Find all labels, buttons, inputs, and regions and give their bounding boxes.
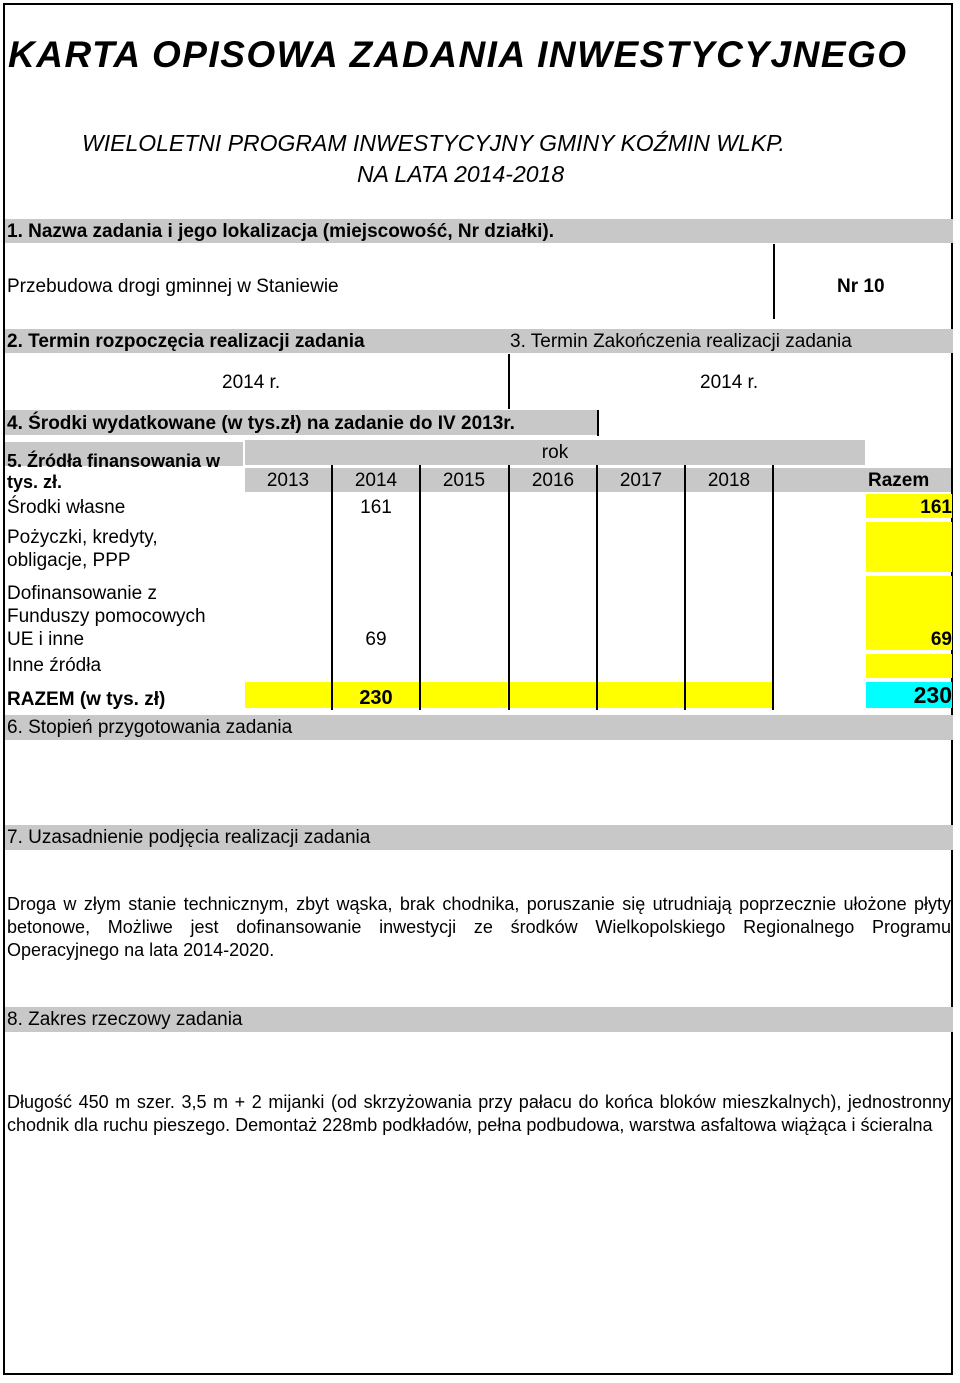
end-date: 2014 r. [700,372,759,393]
page-title: KARTA OPISOWA ZADANIA INWESTYCYJNEGO [8,34,908,75]
scope-text: Długość 450 m szer. 3,5 m + 2 mijanki (od skrzyżowania przy pałacu do końca bloków mieszkalnych), jednostronny chodnik dla ruchu pieszego. Demontaż 228mb podkładów, pełna podbudowa, warstwa asfaltowa wiążąca i ścieralna [7,1092,951,1135]
sum-cell [245,682,331,708]
section-4-heading: 4. Środki wydatkowane (w tys.zł) na zadanie do IV 2013r. [7,413,515,434]
sum-cell [598,682,684,708]
row-label: obligacje, PPP [7,550,131,571]
row-total: 69 [930,629,952,650]
row-label: Pożyczki, kredyty, [7,527,158,548]
row-label: Funduszy pomocowych [7,606,206,627]
total-header: Razem [868,470,930,491]
column-separator [772,465,774,710]
start-date: 2014 r. [222,372,281,393]
divider [773,244,775,319]
year-header: 2015 [442,470,486,491]
section-6-heading: 6. Stopień przygotowania zadania [7,717,293,738]
grand-total: 230 [913,682,952,708]
year-header: 2018 [707,470,751,491]
column-separator [419,465,421,710]
total-cell [866,654,952,678]
task-number: Nr 10 [837,276,885,297]
task-name: Przebudowa drogi gminnej w Staniewie [7,276,339,297]
row-label: Inne źródła [7,655,102,676]
section-5-heading: 5. Źródła finansowania w [7,451,221,471]
sum-cell [510,682,596,708]
sum-value: 230 [359,687,393,709]
program-years: NA LATA 2014-2018 [357,161,565,187]
row-label: Dofinansowanie z [7,583,157,604]
sum-cell [421,682,507,708]
section-7-heading: 7. Uzasadnienie podjęcia realizacji zadania [7,827,371,848]
column-separator [596,465,598,710]
section-5-unit: tys. zł. [7,472,63,492]
section-1-heading: 1. Nazwa zadania i jego lokalizacja (miejscowość, Nr działki). [7,221,554,242]
rok-label: rok [541,442,569,463]
program-subtitle: WIELOLETNI PROGRAM INWESTYCYJNY GMINY KOŹMIN WLKP. [82,130,785,156]
total-cell [866,522,952,572]
section-2-heading: 2. Termin rozpoczęcia realizacji zadania [7,331,365,352]
sum-row-label: RAZEM (w tys. zł) [7,689,166,710]
column-separator [508,465,510,710]
section-8-heading: 8. Zakres rzeczowy zadania [7,1009,243,1030]
year-header: 2013 [266,470,310,491]
row-total: 161 [920,497,952,518]
row-label: UE i inne [7,629,85,650]
row-label: Środki własne [7,497,126,518]
cell-value: 69 [365,629,387,650]
column-separator [684,465,686,710]
sum-cell [686,682,772,708]
year-header: 2014 [354,470,398,491]
divider [508,354,510,409]
section-3-heading: 3. Termin Zakończenia realizacji zadania [510,331,852,352]
divider [597,410,599,436]
year-header: 2017 [619,470,663,491]
justification-text: Droga w złym stanie technicznym, zbyt wąska, brak chodnika, poruszanie się utrudniają poprzecznie ułożone płyty betonowe, Możliwe jest dofinansowanie inwestycji ze środków Wielkopolskiego Regionalnego Programu Operacyjnego na lata 2014-2020. [7,894,951,960]
cell-value: 161 [360,497,392,518]
year-header: 2016 [531,470,575,491]
